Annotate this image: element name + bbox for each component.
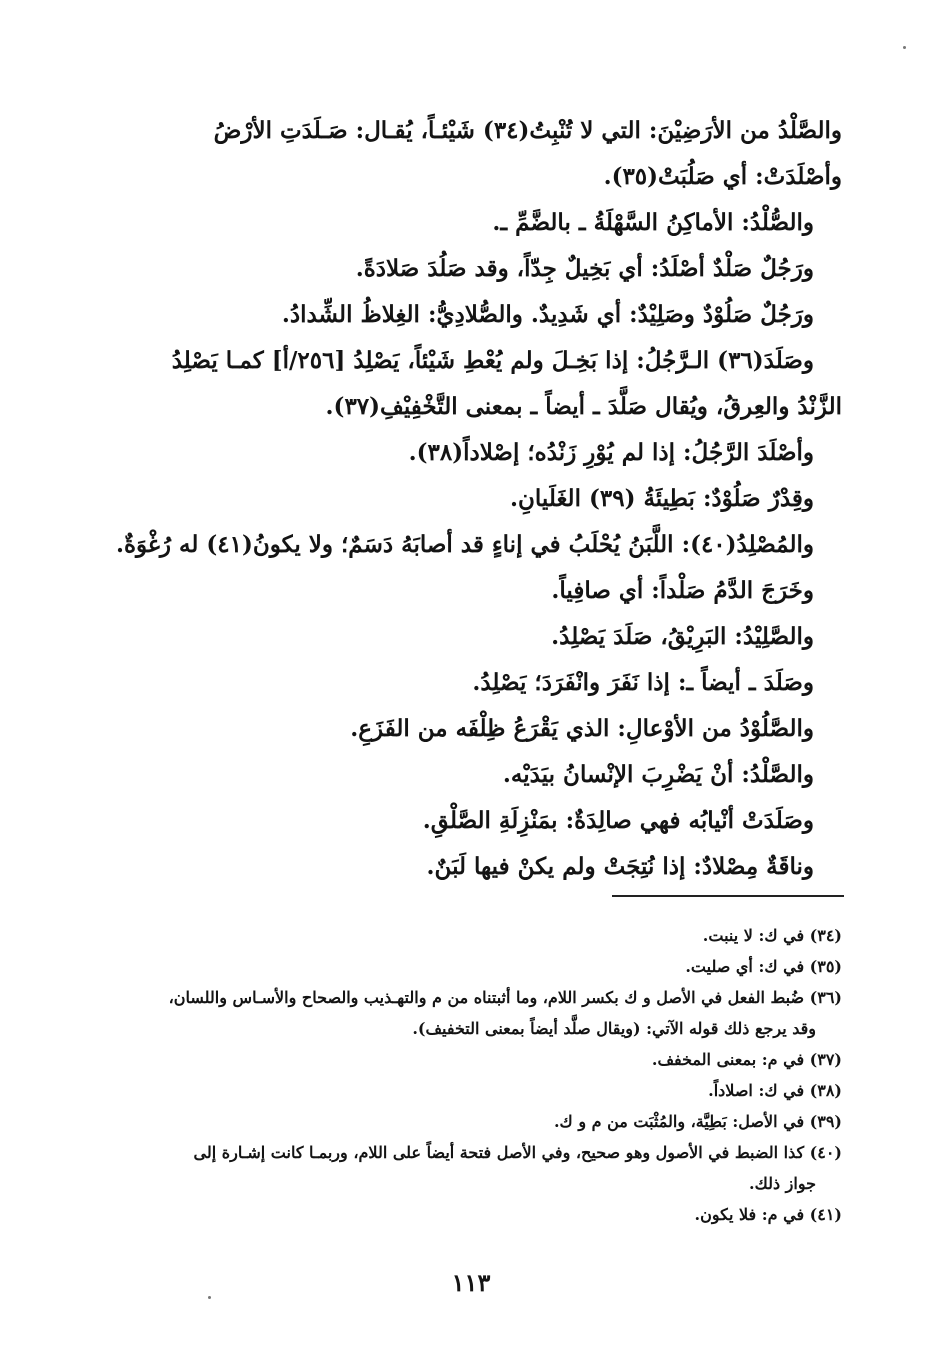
footnote-continuation: جواز ذلك. [749,1174,816,1193]
entry-line: والصَّلْدُ: أنْ يَضْرِبَ الإنْسانُ بيَدَيْه. [502,761,814,788]
footnote: (٣٥) في ك: أي صليت. [685,957,842,976]
main-text [110,108,842,890]
entry-line: وصَلَدَتْ أنْيابُه فهي صالِدَةٌ: بمَنْزِلَةِ الصَّلْقِ. [422,807,814,834]
entry-line: والمُصْلِدُ(٤٠): اللَّبَنُ يُحْلَبُ في إناءٍ قد أصابَهُ دَسَمٌ؛ ولا يكونُ(٤١) له رُغْوَةٌ. [115,531,814,558]
footnote: (٤١) في م: فلا يكون. [694,1205,842,1224]
footnotes [110,920,842,1230]
entry-line: وقِدْرٌ صَلُوْدٌ: بَطِيئَةُ (٣٩) الغَلَيانِ. [510,485,814,512]
footnote: (٣٤) في ك: لا ينبت. [702,926,842,945]
footnote: (٣٧) في م: بمعنى المخفف. [651,1050,842,1069]
footnote: (٤٠) كذا الضبط في الأصول وهو صحيح، وفي الأصل فتحة أيضاً على اللام، وربمـا كانت إشـارة إلى [193,1143,842,1162]
entry-line: والصَّلِيْدُ: البَرِيْقُ، صَلَدَ يَصْلِدُ. [551,623,814,650]
footnote: (٣٩) في الأصل: بَطِيَّة، والمُثْبَت من م و ك. [553,1112,842,1131]
entry-line: وأصْلَدَتْ: أي صَلُبَتْ(٣٥). [603,163,842,190]
entry-line: والصَّلُوْدُ من الأوْعالِ: الذي يَقْرَعُ ظِلْفَه من الفَزَعِ. [350,715,814,742]
entry-line: ورَجُلٌ صَلْدٌ أصْلَدُ: أي بَخِيلٌ جِدّاً، وقد صَلُدَ صَلادَةً. [355,255,814,282]
page-number: ١١٣ [451,1268,491,1297]
entry-line: وناقَةٌ مِصْلادٌ: إذا نُتِجَتْ ولم يكنْ فيها لَبَنٌ. [426,853,814,880]
footnote-divider [612,895,844,897]
entry-line: ورَجُلٌ صَلُوْدٌ وصَلِيْدٌ: أي شَدِيدٌ. والصُّلادِيُّ: الغِلاظُ الشِّدادُ. [281,301,814,328]
footnote-continuation: وقد يرجع ذلك قوله الآتي: (ويقال صلَّد أيضاً بمعنى التخفيف). [412,1019,816,1038]
entry-line: وصَلَدَ ـ أيضاً ـ: إذا نَفَرَ وانْفَرَدَ؛ يَصْلِدُ. [472,669,814,696]
footnote: (٣٦) ضُبط الفعل في الأصل و ك بكسر اللام، وما أثبتناه من م والتهـذيب والصحاح والأسـاس واللسان، [168,988,842,1007]
scan-speck [903,46,906,49]
entry-line: الزَّنْدُ والعِرقُ، ويُقال صَلَّدَ ـ أيضاً ـ بمعنى التَّخْفِيْفِ(٣٧). [325,393,842,420]
entry-line: والصُّلْدُ: الأماكِنُ السَّهْلَةُ ـ بالضَّمِّ ـ. [492,209,814,236]
entry-line: وأصْلَدَ الرَّجُلُ: إذا لم يُوْرِ زَنْدُه؛ إصْلاداً(٣٨). [408,439,814,466]
entry-line: وخَرَجَ الدَّمُ صَلْداً: أي صافِياً. [551,577,814,604]
footnote: (٣٨) في ك: اصلاداً. [708,1081,842,1100]
scan-speck [208,1296,211,1299]
entry-line: والصَّلْدُ من الأرَضِيْنَ: التي لا تُنْبِتُ(٣٤) شَيْئـاً، يُقـال: صَـلَدَتِ الأرْضُ [213,117,842,144]
entry-line: وصَلَدَ(٣٦) الـرَّجُلُ: إذا بَخِـلَ ولم يُعْطِ شَيْئاً، يَصْلِدُ [٢٥٦/أ] كمـا يَصْلِدُ [171,347,814,374]
